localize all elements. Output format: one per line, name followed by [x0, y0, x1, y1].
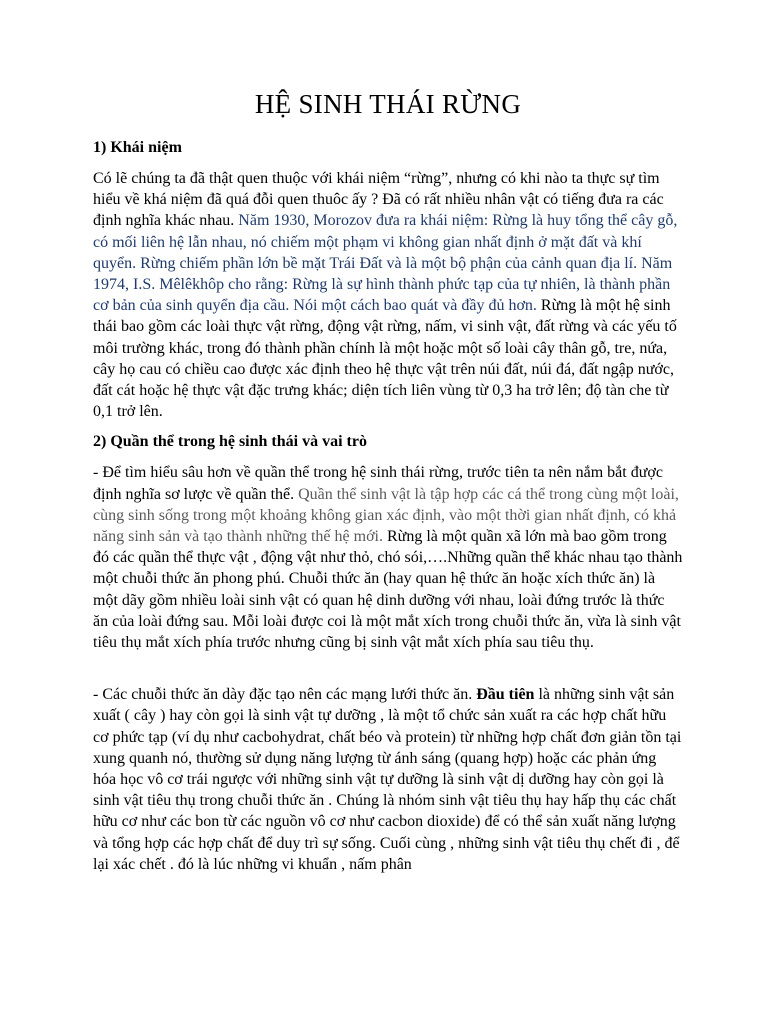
section-2-heading: 2) Quần thể trong hệ sinh thái và vai trò	[93, 433, 367, 451]
paragraph-text: Rừng là một hệ sinh thái bao gồm các loài thực vật rừng, động vật rừng, nấm, vi sinh vật, đất rừng và các yếu tố môi trường khác, trong đó thành phần chính là một hoặc một số loài cây thân gỗ, tre, nứa, cây họ cau có chiều cao được xác định theo hệ thực vật trên núi đất, núi đá, đất ngập nước, đất cát hoặc hệ thực vật đặc trưng khác; diện tích liên vùng từ 0,3 ha trở lên; độ tàn che từ 0,1 trở lên.	[93, 297, 677, 421]
section-2-paragraph-2	[93, 684, 683, 875]
paragraph-text: - Để tìm hiểu sâu hơn về quần thể trong hệ sinh thái rừng, trước tiên ta nên nắm bắt được định nghĩa sơ lược về quần thể.	[93, 464, 663, 503]
paragraph-text: Có lẽ chúng ta đã thật quen thuộc với khái niệm “rừng”, nhưng có khi nào ta thực sự tìm hiểu về khá niệm đã quá đỗi quen thuôc ấy ? Đã có rất nhiều nhân vật có tiếng đưa ra các định nghĩa khác nhau.	[93, 170, 664, 230]
section-2-paragraph-1	[93, 462, 683, 653]
quoted-definition: Quần thể sinh vật là tập hợp các cá thể trong cùng một loài, cùng sinh sống trong một khoảng không gian xác định, vào một thời gian nhất định, có khả năng sinh sản và tạo thành những thế hệ mới.	[93, 485, 679, 546]
paragraph-text: - Các chuỗi thức ăn dày đặc tạo nên các mạng lưới thức ăn.	[93, 686, 477, 704]
quoted-definition: Năm 1930, Morozov đưa ra khái niệm: Rừng là huy tổng thể cây gỗ, có mối liên hệ lẫn nhau, nó chiếm một phạm vi không gian nhất định ở mặt đất và khí quyển. Rừng chiếm phần lớn bề mặt Trái Đất và là một bộ phận của cảnh quan địa lí. Năm 1974, I.S. Mêlêkhôp cho rằng: Rừng là sự hình thành phức tạp của tự nhiên, là thành phần cơ bản của sinh quyển địa cầu. Nói một cách bao quát và đầy đủ hơn.	[93, 212, 678, 315]
section-1-heading: 1) Khái niệm	[93, 139, 182, 156]
bold-phrase: Đầu tiên	[476, 686, 535, 704]
document-page	[93, 84, 683, 885]
paragraph-text: Rừng là một quần xã lớn mà bao gồm trong đó các quần thể thực vật , động vật như thỏ, chó sói,….Những quần thể khác nhau tạo thành một chuỗi thức ăn phong phú. Chuỗi thức ăn (hay quan hệ thức ăn hoặc xích thức ăn) là một dãy gồm nhiều loài sinh vật có quan hệ dinh dưỡng với nhau, loài đứng trước là thức ăn của loài đứng sau. Mỗi loài được coi là một mắt xích trong chuỗi thức ăn, vừa là sinh vật tiêu thụ mắt xích phía trước nhưng cũng bị sinh vật mắt xích phía sau tiêu thụ.	[93, 528, 683, 652]
paragraph-text: là những sinh vật sản xuất ( cây ) hay còn gọi là sinh vật tự dưỡng , là một tổ chức sản xuất ra các hợp chất hữu cơ phức tạp (ví dụ như cacbohydrat, chất béo và protein) từ những hợp chất đơn giản tồn tại xung quanh nó, thường sử dụng năng lượng từ ánh sáng (quang hợp) hoặc các phản ứng hóa học vô cơ trái ngược với những sinh vật tự dưỡng là sinh vật dị dưỡng hay còn gọi là sinh vật tiêu thụ trong chuỗi thức ăn . Chúng là nhóm sinh vật tiêu thụ hay hấp thụ các chất hữu cơ như các bon từ các nguồn vô cơ như cacbon dioxide) để có thể sản xuất năng lượng và tổng hợp các hợp chất để duy trì sự sống. Cuối cùng , những sinh vật tiêu thụ chết đi , để lại xác chết . đó là lúc những vi khuẩn , nấm phân	[93, 686, 682, 873]
blank-line	[93, 663, 683, 684]
document-title: HỆ SINH THÁI RỪNG	[254, 89, 522, 119]
section-1-paragraph	[93, 168, 683, 422]
